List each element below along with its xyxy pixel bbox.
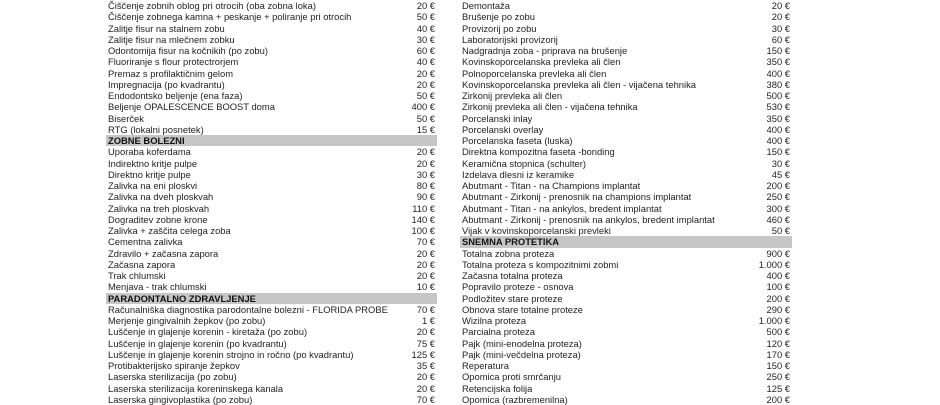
price-row bbox=[106, 259, 437, 270]
service-price: 20 € bbox=[416, 146, 435, 158]
price-row bbox=[460, 56, 792, 67]
service-name: Popravilo proteze - osnova bbox=[462, 281, 574, 293]
service-name: Abutmant - Titan - na ankylos, bredent implantat bbox=[462, 202, 662, 214]
service-price: 40 € bbox=[416, 22, 435, 34]
service-name: Premaz s profilaktičnim gelom bbox=[108, 67, 234, 79]
service-price: 20 € bbox=[416, 326, 435, 338]
price-row bbox=[106, 349, 437, 360]
service-price: 80 € bbox=[416, 180, 435, 191]
service-price: 30 € bbox=[416, 168, 435, 180]
service-price: 900 € bbox=[766, 247, 790, 259]
price-row bbox=[106, 360, 437, 371]
price-row bbox=[106, 45, 437, 56]
service-price: 30 € bbox=[771, 157, 790, 169]
service-name: Laboratorijski provizorij bbox=[462, 33, 558, 45]
price-row bbox=[106, 371, 437, 382]
service-name: Wizilna proteza bbox=[462, 315, 527, 326]
price-row bbox=[460, 338, 792, 349]
service-price: 140 € bbox=[411, 213, 435, 225]
service-name: Merjenje gingivalnih žepkov (po zobu) bbox=[108, 315, 266, 326]
service-price: 20 € bbox=[416, 0, 435, 11]
price-row bbox=[460, 34, 792, 45]
service-name: Porcelanski inlay bbox=[462, 112, 533, 124]
service-name: Zalitje fisur na mlečnem zobku bbox=[108, 33, 235, 45]
price-row bbox=[106, 214, 437, 225]
service-name: Laserska sterilizacija (po zobu) bbox=[108, 371, 237, 383]
price-row bbox=[106, 304, 437, 315]
service-price: 50 € bbox=[416, 112, 435, 124]
price-row bbox=[460, 293, 792, 304]
service-price: 150 € bbox=[766, 146, 790, 158]
service-name: Izdelava dlesni iz keramike bbox=[462, 168, 575, 180]
price-list-right-column bbox=[460, 0, 792, 405]
service-price: 60 € bbox=[416, 45, 435, 56]
price-row bbox=[460, 383, 792, 394]
price-row bbox=[460, 113, 792, 124]
service-name: Opomica (razbremenilna) bbox=[462, 393, 568, 405]
service-price: 400 € bbox=[411, 101, 435, 113]
price-row bbox=[106, 68, 437, 79]
service-name: Cementna zalivka bbox=[108, 236, 183, 248]
service-price: 100 € bbox=[411, 225, 435, 236]
price-row bbox=[460, 90, 792, 101]
price-row bbox=[460, 214, 792, 225]
service-price: 70 € bbox=[416, 393, 435, 405]
service-price: 400 € bbox=[766, 270, 790, 281]
section-header bbox=[460, 236, 792, 247]
service-price: 60 € bbox=[771, 33, 790, 45]
price-row bbox=[460, 23, 792, 34]
price-row bbox=[106, 383, 437, 394]
service-price: 250 € bbox=[766, 371, 790, 383]
service-name: Vijak v kovinskoporcelanski prevleki bbox=[462, 225, 611, 236]
section-title: PARADONTALNO ZDRAVLJENJE bbox=[108, 292, 256, 304]
service-name: Zalivka + zaščita celega zoba bbox=[108, 225, 231, 236]
service-name: Odontomija fisur na kočnikih (po zobu) bbox=[108, 45, 268, 56]
price-row bbox=[460, 259, 792, 270]
price-row bbox=[460, 248, 792, 259]
service-name: Protibakterijsko spiranje žepkov bbox=[108, 360, 240, 371]
service-name: Pajk (mini-večdelna proteza) bbox=[462, 348, 581, 360]
service-price: 110 € bbox=[412, 202, 435, 214]
price-row bbox=[106, 90, 437, 101]
service-price: 20 € bbox=[416, 371, 435, 383]
service-name: Parcialna proteza bbox=[462, 326, 535, 338]
service-price: 1 € bbox=[421, 315, 435, 326]
service-name: Začasna zapora bbox=[108, 258, 176, 270]
service-name: Nadgradnja zoba - priprava na brušenje bbox=[462, 45, 628, 56]
price-row bbox=[460, 68, 792, 79]
service-name: Reperatura bbox=[462, 360, 509, 371]
service-price: 20 € bbox=[416, 157, 435, 169]
service-price: 75 € bbox=[416, 337, 435, 349]
price-row bbox=[106, 203, 437, 214]
price-row bbox=[106, 11, 437, 22]
service-name: Brušenje po zobu bbox=[462, 11, 535, 23]
section-header bbox=[106, 135, 437, 146]
service-price: 125 € bbox=[766, 382, 790, 394]
service-price: 125 € bbox=[411, 348, 435, 360]
price-row bbox=[460, 394, 792, 405]
service-name: Porcelanski overlay bbox=[462, 123, 544, 135]
price-row bbox=[460, 270, 792, 281]
service-name: Endodontsko beljenje (ena faza) bbox=[108, 90, 243, 101]
service-name: Opomica proti smrčanju bbox=[462, 371, 561, 383]
service-price: 1.000 € bbox=[758, 258, 790, 270]
service-price: 150 € bbox=[766, 360, 790, 371]
price-row bbox=[460, 101, 792, 112]
service-name: RTG (lokalni posnetek) bbox=[108, 123, 204, 135]
price-row bbox=[460, 146, 792, 157]
service-price: 10 € bbox=[416, 281, 435, 293]
service-price: 1.000 € bbox=[758, 315, 790, 326]
service-price: 70 € bbox=[416, 236, 435, 248]
price-row bbox=[106, 248, 437, 259]
service-price: 350 € bbox=[766, 56, 790, 68]
service-price: 170 € bbox=[766, 348, 790, 360]
service-name: Čiščenje zobnih oblog pri otrocih (oba zobna loka) bbox=[108, 0, 316, 11]
section-header bbox=[106, 293, 437, 304]
service-name: Polnoporcelanska prevleka ali člen bbox=[462, 67, 607, 79]
service-name: Totalna proteza s kompozitnimi zobmi bbox=[462, 258, 619, 270]
section-title: SNEMNA PROTETIKA bbox=[462, 236, 560, 248]
price-row bbox=[106, 191, 437, 202]
service-price: 20 € bbox=[771, 0, 790, 11]
price-row bbox=[460, 0, 792, 11]
service-name: Čiščenje zobnega kamna + peskanje + poliranje pri otrocih bbox=[108, 11, 352, 23]
service-price: 50 € bbox=[416, 11, 435, 23]
service-price: 50 € bbox=[416, 90, 435, 101]
price-row bbox=[106, 281, 437, 292]
service-name: Zalivka na treh ploskvah bbox=[108, 202, 210, 214]
service-name: Zirkonij prevleka ali člen bbox=[462, 90, 563, 101]
service-price: 200 € bbox=[766, 393, 790, 405]
service-name: Pajk (mini-enodelna proteza) bbox=[462, 337, 582, 349]
price-row bbox=[106, 158, 437, 169]
price-row bbox=[460, 315, 792, 326]
service-price: 400 € bbox=[766, 67, 790, 79]
service-name: Zirkonij prevleka ali člen - vijačena tehnika bbox=[462, 101, 638, 113]
service-price: 530 € bbox=[766, 101, 790, 113]
service-name: Direktno kritje pulpe bbox=[108, 168, 191, 180]
service-name: Abutmant - Zirkonij - prenosnik na ankylos, bredent implantat bbox=[462, 213, 715, 225]
service-name: Luščenje in glajenje korenin strojno in ročno (po kvadrantu) bbox=[108, 348, 354, 360]
price-row bbox=[106, 113, 437, 124]
service-price: 20 € bbox=[416, 247, 435, 259]
service-price: 35 € bbox=[416, 360, 435, 371]
service-name: Zalitje fisur na stalnem zobu bbox=[108, 22, 225, 34]
service-price: 20 € bbox=[771, 11, 790, 23]
price-row bbox=[106, 180, 437, 191]
service-price: 300 € bbox=[766, 202, 790, 214]
price-row bbox=[460, 79, 792, 90]
service-name: Trak chlumski bbox=[108, 270, 166, 281]
price-row bbox=[106, 169, 437, 180]
service-name: Indirektno kritje pulpe bbox=[108, 157, 198, 169]
service-price: 20 € bbox=[416, 67, 435, 79]
service-name: Keramična stopnica (schulter) bbox=[462, 157, 587, 169]
price-row bbox=[460, 349, 792, 360]
price-row bbox=[460, 45, 792, 56]
service-name: Direktna kompozitna faseta -bonding bbox=[462, 146, 615, 158]
price-row bbox=[460, 360, 792, 371]
price-row bbox=[106, 101, 437, 112]
service-name: Laserska gingivoplastika (po zobu) bbox=[108, 393, 253, 405]
price-row bbox=[106, 326, 437, 337]
service-price: 150 € bbox=[766, 45, 790, 56]
price-row bbox=[106, 56, 437, 67]
service-price: 30 € bbox=[416, 33, 435, 45]
service-name: Zalivka na eni ploskvi bbox=[108, 180, 198, 191]
service-price: 20 € bbox=[416, 258, 435, 270]
service-price: 460 € bbox=[766, 213, 790, 225]
service-price: 15 € bbox=[416, 123, 435, 135]
price-row bbox=[460, 304, 792, 315]
price-row bbox=[106, 270, 437, 281]
service-price: 45 € bbox=[771, 168, 790, 180]
service-name: Dograditev zobne krone bbox=[108, 213, 208, 225]
price-row bbox=[460, 203, 792, 214]
service-name: Luščenje in glajenje korenin - kiretaža (po zobu) bbox=[108, 326, 308, 338]
service-price: 50 € bbox=[771, 225, 790, 236]
price-row bbox=[460, 11, 792, 22]
price-row bbox=[460, 191, 792, 202]
service-price: 250 € bbox=[766, 191, 790, 203]
price-row bbox=[106, 0, 437, 11]
service-price: 90 € bbox=[416, 191, 435, 203]
price-row bbox=[460, 135, 792, 146]
service-price: 200 € bbox=[766, 180, 790, 191]
price-row bbox=[460, 169, 792, 180]
service-name: Začasna totalna proteza bbox=[462, 270, 563, 281]
price-row bbox=[106, 338, 437, 349]
service-name: Zalivka na dveh ploskvah bbox=[108, 191, 214, 203]
price-row bbox=[106, 225, 437, 236]
service-name: Biserček bbox=[108, 112, 144, 124]
service-price: 30 € bbox=[771, 22, 790, 34]
service-price: 20 € bbox=[416, 78, 435, 90]
service-price: 380 € bbox=[766, 78, 790, 90]
service-price: 20 € bbox=[416, 382, 435, 394]
service-name: Beljenje OPALESCENCE BOOST doma bbox=[108, 101, 275, 113]
service-price: 70 € bbox=[416, 303, 435, 315]
service-price: 20 € bbox=[416, 270, 435, 281]
service-name: Fluoriranje s flour protectrorjem bbox=[108, 56, 239, 68]
price-row bbox=[106, 315, 437, 326]
service-name: Porcelanska faseta (luska) bbox=[462, 135, 573, 146]
price-row bbox=[106, 34, 437, 45]
price-row bbox=[106, 236, 437, 247]
price-row bbox=[460, 124, 792, 135]
service-name: Luščenje in glajenje korenin (po kvadrantu) bbox=[108, 337, 287, 349]
service-name: Laserska sterilizacija koreninskega kanala bbox=[108, 382, 284, 394]
price-row bbox=[460, 326, 792, 337]
service-name: Obnova stare totalne proteze bbox=[462, 303, 583, 315]
service-name: Impregnacija (po kvadrantu) bbox=[108, 78, 225, 90]
service-name: Uporaba koferdama bbox=[108, 146, 191, 158]
price-row bbox=[460, 281, 792, 292]
service-price: 500 € bbox=[766, 326, 790, 338]
service-price: 400 € bbox=[766, 123, 790, 135]
service-price: 350 € bbox=[766, 112, 790, 124]
price-row bbox=[460, 371, 792, 382]
service-name: Abutmant - Titan - na Champions implantat bbox=[462, 180, 641, 191]
price-row bbox=[106, 124, 437, 135]
price-list-left-column bbox=[106, 0, 437, 405]
service-name: Kovinskoporcelanska prevleka ali člen bbox=[462, 56, 621, 68]
service-name: Podložitev stare proteze bbox=[462, 292, 563, 304]
service-price: 200 € bbox=[766, 292, 790, 304]
service-name: Retencijska folija bbox=[462, 382, 533, 394]
price-row bbox=[106, 394, 437, 405]
price-row bbox=[460, 225, 792, 236]
service-name: Abutmant - Zirkonij - prenosnik na champions implantat bbox=[462, 191, 692, 203]
service-name: Provizorij po zobu bbox=[462, 22, 537, 34]
service-name: Računalniška diagnostika parodontalne bolezni - FLORIDA PROBE bbox=[108, 303, 388, 315]
service-price: 400 € bbox=[766, 135, 790, 146]
price-row bbox=[106, 79, 437, 90]
price-row bbox=[460, 180, 792, 191]
service-price: 120 € bbox=[766, 337, 790, 349]
price-row bbox=[106, 146, 437, 157]
service-price: 290 € bbox=[766, 303, 790, 315]
service-name: Zdravilo + začasna zapora bbox=[108, 247, 219, 259]
service-name: Totalna zobna proteza bbox=[462, 247, 555, 259]
service-name: Kovinskoporcelanska prevleka ali člen - vijačena tehnika bbox=[462, 78, 696, 90]
price-row bbox=[106, 23, 437, 34]
service-name: Demontaža bbox=[462, 0, 510, 11]
price-row bbox=[460, 158, 792, 169]
section-title: ZOBNE BOLEZNI bbox=[108, 135, 185, 146]
service-price: 100 € bbox=[766, 281, 790, 293]
service-price: 40 € bbox=[416, 56, 435, 68]
service-price: 500 € bbox=[766, 90, 790, 101]
service-name: Menjava - trak chlumski bbox=[108, 281, 207, 293]
